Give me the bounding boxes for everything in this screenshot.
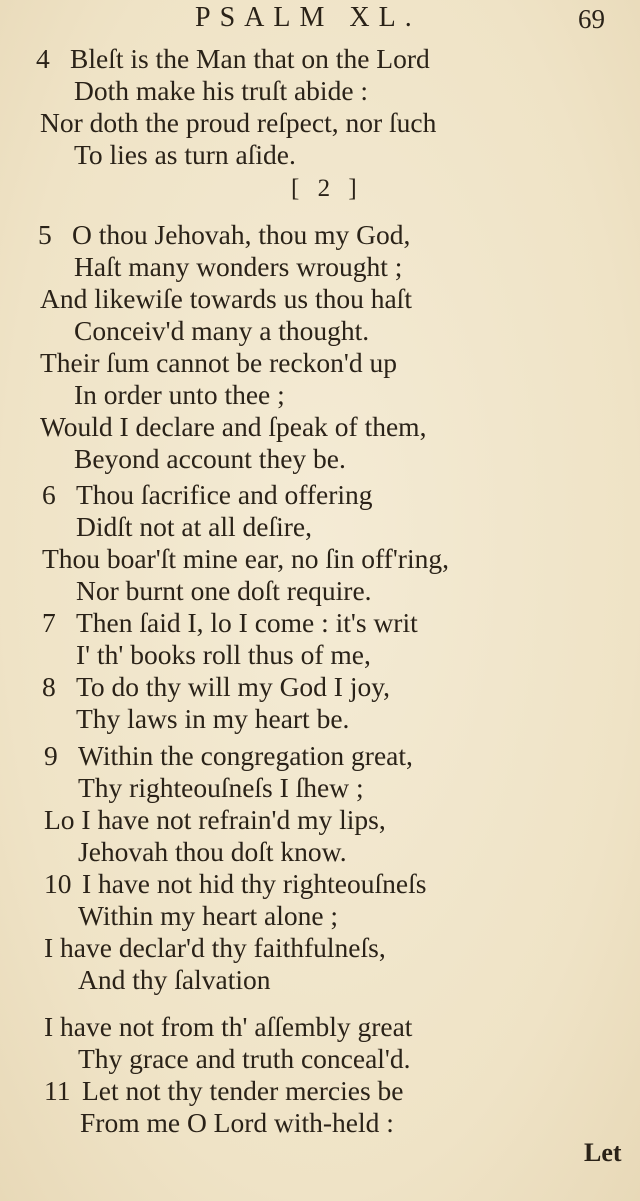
verse-text: Their ſum cannot be reckon'd up [40,347,397,378]
verse-text: Bleſt is the Man that on the Lord [70,43,430,74]
verse-text: Thou ſacrifice and offering [76,479,373,510]
verse-line [76,704,349,734]
verse-line [40,348,397,378]
verse-number: 7 [42,607,56,638]
verse-number: 5 [38,219,52,250]
verse-line [78,901,338,931]
verse-line [44,741,413,771]
verse-line [76,576,372,606]
verse-text: Nor burnt one doſt require. [76,575,372,606]
verse-text: Would I declare and ſpeak of them, [40,411,427,442]
verse-line [36,44,430,74]
verse-line [76,640,371,670]
verse-line [44,869,426,899]
verse-text: Beyond account they be. [74,443,346,474]
verse-line [74,76,368,106]
verse-number: 8 [42,671,56,702]
verse-number: 11 [44,1075,71,1106]
verse-text: Thy righteouſneſs I ſhew ; [78,772,364,803]
verse-text: O thou Jehovah, thou my God, [72,219,411,250]
running-head: PSALM XL. [195,2,421,33]
verse-line [40,412,426,442]
verse-text: I have not hid thy righteouſneſs [82,868,427,899]
verse-text: Thy laws in my heart be. [76,703,350,734]
verse-line [76,512,312,542]
verse-number: 4 [36,43,50,74]
verse-text: Conceiv'd many a thought. [74,315,370,346]
verse-text: And likewiſe towards us thou haſt [40,283,412,314]
verse-line [80,1108,394,1138]
verse-line [42,480,373,510]
verse-line [74,252,402,282]
verse-line [38,220,410,250]
verse-text: To do thy will my God I joy, [76,671,391,702]
verse-line [42,608,418,638]
verse-line [78,1044,411,1074]
verse-text: Doth make his truſt abide : [74,75,369,106]
catchword: Let [584,1138,622,1167]
verse-line [78,965,270,995]
verse-line [74,380,285,410]
section-mark: [ 2 ] [291,175,363,202]
verse-line [42,544,449,574]
verse-line [78,773,364,803]
verse-line [40,108,436,138]
verse-line [74,316,369,346]
verse-number: 9 [44,740,58,771]
verse-text: Within the congregation great, [78,740,413,771]
verse-number: 6 [42,479,56,510]
verse-text: Thou boar'ſt mine ear, no ſin off'ring, [42,543,449,574]
verse-text: I have not from th' aſſembly great [44,1011,413,1042]
verse-text: Nor doth the proud reſpect, nor ſuch [40,107,437,138]
verse-text: Lo I have not refrain'd my lips, [44,804,386,835]
verse-text: Haſt many wonders wrought ; [74,251,403,282]
verse-line [44,933,386,963]
verse-text: Within my heart alone ; [78,900,339,931]
verse-text: Jehovah thou doſt know. [78,836,347,867]
verse-line [42,672,390,702]
verse-text: Didſt not at all deſire, [76,511,312,542]
verse-number: 10 [44,868,72,899]
verse-line [78,837,347,867]
verse-text: Then ſaid I, lo I come : it's writ [76,607,418,638]
verse-line [74,444,346,474]
verse-line [74,140,296,170]
verse-line [44,805,386,835]
verse-text: From me O Lord with-held : [80,1107,394,1138]
verse-text: And thy ſalvation [78,964,271,995]
page-number: 69 [578,4,605,34]
verse-text: Thy grace and truth conceal'd. [78,1043,411,1074]
page-header [0,0,640,40]
verse-text: In order unto thee ; [74,379,285,410]
verse-text: To lies as turn aſide. [74,139,296,170]
verse-line [44,1076,403,1106]
verse-text: Let not thy tender mercies be [82,1075,404,1106]
verse-line [44,1012,412,1042]
verse-line [40,284,412,314]
verse-text: I' th' books roll thus of me, [76,639,371,670]
verse-text: I have declar'd thy faithfulneſs, [44,932,386,963]
